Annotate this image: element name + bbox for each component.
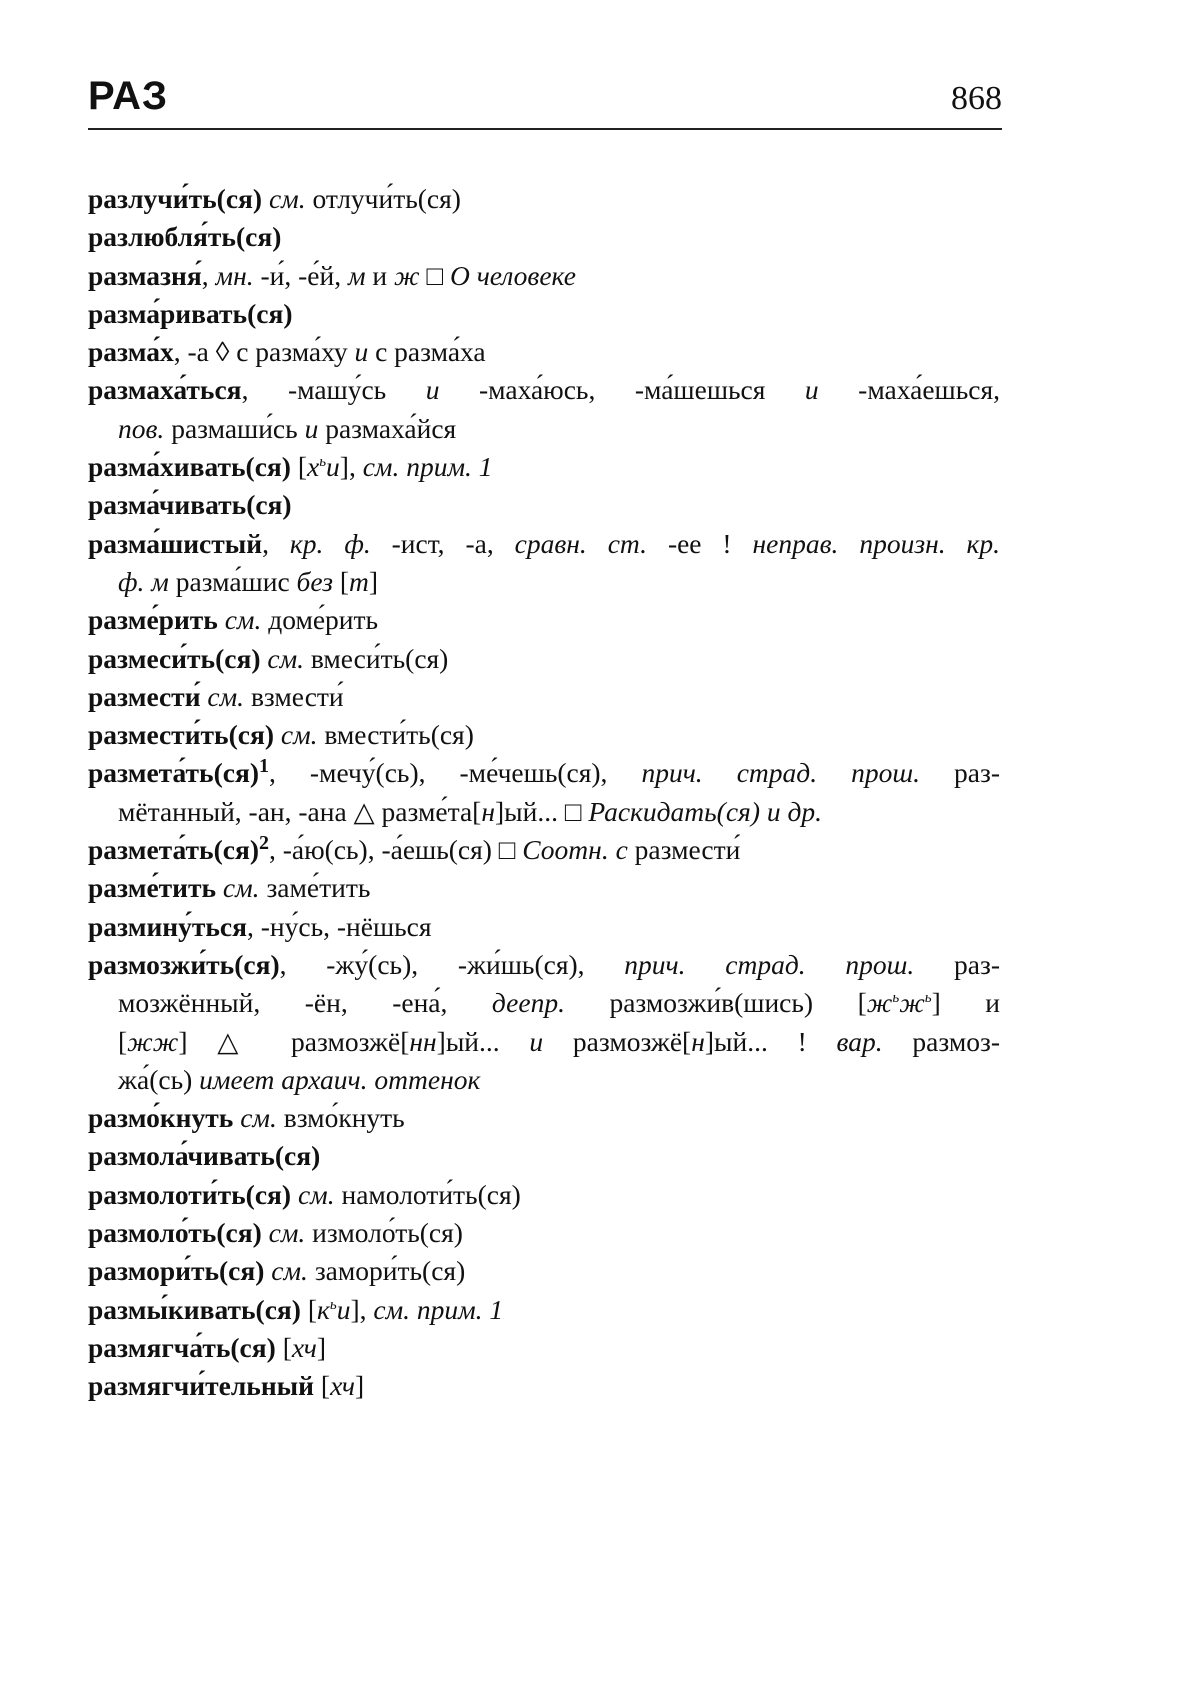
entry-text: -ее ! bbox=[647, 527, 753, 559]
entry-text: мётанный, -ан, -ана △ разме́та[ bbox=[118, 795, 482, 827]
dictionary-entry bbox=[88, 448, 1000, 486]
italic-label: Раскидать(ся) и др. bbox=[588, 795, 823, 827]
running-head-title: РАЗ bbox=[88, 74, 169, 118]
entry-line bbox=[88, 908, 1000, 946]
italic-label: ф. м bbox=[118, 565, 169, 597]
dictionary-entry bbox=[88, 601, 1000, 639]
dictionary-entry bbox=[88, 1291, 1000, 1329]
italic-label: см. bbox=[216, 872, 260, 904]
italic-label: мн. bbox=[215, 259, 254, 291]
entry-line bbox=[88, 946, 1000, 984]
entry-text: ] и bbox=[931, 987, 1001, 1019]
softness-mark: ь bbox=[892, 990, 900, 1007]
entry-line bbox=[88, 448, 1000, 486]
homonym-index: 1 bbox=[258, 755, 269, 778]
entry-text: [ bbox=[332, 565, 349, 597]
entry-text: разма́шис bbox=[168, 565, 297, 597]
entry-continuation-line bbox=[88, 1023, 1000, 1061]
entry-text: с разма́ха bbox=[368, 336, 486, 368]
italic-label: см. bbox=[200, 680, 245, 712]
italic-label: и bbox=[336, 1293, 351, 1325]
entry-line bbox=[88, 371, 1000, 409]
dictionary-entry bbox=[88, 831, 1000, 869]
dictionary-entry bbox=[88, 754, 1000, 831]
entry-text: размоз- bbox=[882, 1025, 1001, 1057]
italic-label: и bbox=[304, 412, 319, 444]
italic-label: хч bbox=[330, 1370, 356, 1402]
dictionary-entry bbox=[88, 486, 1000, 524]
headword: размола́чивать(ся) bbox=[88, 1140, 321, 1172]
italic-label: см. bbox=[274, 719, 318, 751]
entry-text: размести́ bbox=[627, 834, 741, 866]
italic-label: и bbox=[354, 336, 369, 368]
italic-label: ж bbox=[866, 987, 893, 1019]
italic-label: н bbox=[691, 1025, 705, 1057]
page-number: 868 bbox=[951, 80, 1002, 117]
entry-text: отлучи́ть(ся) bbox=[305, 183, 461, 214]
entry-line bbox=[88, 333, 1000, 371]
entry-line bbox=[88, 295, 1000, 333]
homonym-index: 2 bbox=[258, 831, 269, 854]
entry-text: -маха́юсь, -ма́шешься bbox=[439, 374, 805, 406]
headword: размину́ться bbox=[88, 910, 248, 942]
headword: размоло́ть(ся) bbox=[88, 1217, 262, 1249]
entry-line bbox=[88, 601, 1000, 639]
entry-text: , -а́ю(сь), -а́ешь(ся) □ bbox=[268, 834, 523, 866]
entry-text: размаха́йся bbox=[318, 412, 457, 444]
headword: разма́шистый bbox=[88, 527, 263, 559]
entry-text: , -мечу́(сь), -ме́чешь(ся), bbox=[268, 757, 642, 789]
italic-label: см. bbox=[262, 183, 306, 214]
entry-line bbox=[88, 716, 1000, 754]
dictionary-entry bbox=[88, 1137, 1000, 1175]
dictionary-entry bbox=[88, 640, 1000, 678]
entry-text: раз- bbox=[919, 757, 1000, 789]
entry-text: ]ый... bbox=[436, 1025, 530, 1057]
italic-label: и bbox=[529, 1025, 544, 1057]
entry-line bbox=[88, 754, 1000, 792]
headword: разлучи́ть(ся) bbox=[88, 183, 263, 214]
entry-text: размозжё[ bbox=[543, 1025, 692, 1057]
entry-text: -маха́ешься, bbox=[818, 374, 1000, 406]
entry-text: [ bbox=[118, 1025, 128, 1057]
italic-label: см. bbox=[291, 1178, 335, 1210]
entry-text: -и́, -е́й, bbox=[253, 259, 348, 291]
headword: разма́х bbox=[88, 336, 174, 368]
entry-continuation-line bbox=[88, 410, 1000, 448]
dictionary-entry bbox=[88, 371, 1000, 448]
italic-label: пов. bbox=[118, 412, 165, 444]
dictionary-entry bbox=[88, 257, 1000, 295]
headword: размета́ть(ся) bbox=[88, 834, 259, 866]
headword: размо́кнуть bbox=[88, 1102, 234, 1134]
entry-line bbox=[88, 1252, 1000, 1290]
headword: размести́ bbox=[88, 680, 201, 712]
dictionary-entry bbox=[88, 180, 1000, 218]
dictionary-entry bbox=[88, 1329, 1000, 1367]
entry-line bbox=[88, 257, 1000, 295]
entry-line bbox=[88, 525, 1000, 563]
dictionary-entry bbox=[88, 525, 1000, 602]
dictionary-entry bbox=[88, 716, 1000, 754]
italic-label: неправ. произн. кр. bbox=[752, 527, 1001, 559]
headword: размести́ть(ся) bbox=[88, 719, 274, 751]
italic-label: прич. страд. прош. bbox=[641, 757, 920, 789]
entry-text: , -ну́сь, -нёшься bbox=[247, 910, 432, 942]
entry-text: -ист, -а, bbox=[370, 527, 515, 559]
entry-text: , -машу́сь bbox=[241, 374, 426, 406]
entry-text: доме́рить bbox=[261, 604, 379, 636]
entry-continuation-line bbox=[88, 984, 1000, 1022]
entry-text: [ bbox=[314, 1370, 331, 1402]
italic-label: м bbox=[347, 259, 366, 291]
entry-text: вмеси́ть(ся) bbox=[304, 642, 449, 674]
entry-text: измоло́ть(ся) bbox=[305, 1217, 463, 1249]
italic-label: см. bbox=[233, 1102, 277, 1134]
entry-text: [ bbox=[300, 1293, 317, 1325]
dictionary-entry bbox=[88, 295, 1000, 333]
headword: разме́тить bbox=[88, 872, 217, 904]
italic-label: вар. bbox=[836, 1025, 883, 1057]
headword: размягчи́тельный bbox=[88, 1370, 315, 1402]
headword: разма́хивать(ся) bbox=[88, 451, 291, 483]
entry-continuation-line bbox=[88, 793, 1000, 831]
entry-text: жа́(сь) bbox=[118, 1063, 200, 1095]
italic-label: ж bbox=[393, 259, 420, 291]
headword: размаха́ться bbox=[88, 374, 242, 406]
italic-label: см. bbox=[264, 1255, 308, 1287]
dictionary-entry bbox=[88, 1099, 1000, 1137]
entry-text: ], bbox=[350, 1293, 374, 1325]
softness-mark: ь bbox=[924, 990, 932, 1007]
dictionary-entry bbox=[88, 333, 1000, 371]
italic-label: см. прим. 1 bbox=[373, 1293, 504, 1325]
dictionary-entry bbox=[88, 946, 1000, 1099]
entry-text: взмести́ bbox=[244, 680, 344, 712]
entry-line bbox=[88, 1099, 1000, 1137]
headword: разлюбля́ть(ся) bbox=[88, 221, 282, 253]
entry-text: взмо́кнуть bbox=[276, 1102, 405, 1134]
entry-text: раз- bbox=[914, 948, 1000, 980]
headword: размеси́ть(ся) bbox=[88, 642, 261, 674]
italic-label: ж bbox=[899, 987, 925, 1019]
entry-line bbox=[88, 218, 1000, 256]
italic-label: жж bbox=[127, 1025, 179, 1057]
italic-label: см. bbox=[217, 604, 262, 636]
dictionary-entries bbox=[88, 180, 1000, 1406]
italic-label: и bbox=[425, 374, 440, 406]
entry-text: , -жу́(сь), -жи́шь(ся), bbox=[279, 948, 625, 980]
italic-label: деепр. bbox=[491, 987, 565, 1019]
entry-text: , bbox=[201, 259, 216, 291]
softness-mark: ь bbox=[329, 1296, 337, 1313]
entry-text: замори́ть(ся) bbox=[307, 1255, 466, 1287]
headword: размазня́ bbox=[88, 259, 202, 291]
entry-line bbox=[88, 180, 1000, 218]
dictionary-entry bbox=[88, 1176, 1000, 1214]
headword: размягча́ть(ся) bbox=[88, 1331, 276, 1363]
entry-text: размозжи́в(шись) [ bbox=[564, 987, 867, 1019]
dictionary-entry bbox=[88, 678, 1000, 716]
entry-text: ] △ размозжё[ bbox=[178, 1025, 410, 1057]
entry-text: [ bbox=[290, 451, 307, 483]
italic-label: кр. ф. bbox=[289, 527, 371, 559]
italic-label: х bbox=[306, 451, 320, 483]
italic-label: см. прим. 1 bbox=[362, 451, 493, 483]
italic-label: прич. страд. прош. bbox=[624, 948, 915, 980]
entry-text: ]ый... ! bbox=[704, 1025, 837, 1057]
italic-label: см. bbox=[260, 642, 304, 674]
entry-text: вмести́ть(ся) bbox=[317, 719, 474, 751]
italic-label: нн bbox=[409, 1025, 437, 1057]
dictionary-entry bbox=[88, 1367, 1000, 1405]
entry-line bbox=[88, 640, 1000, 678]
entry-text: ] bbox=[368, 565, 379, 597]
headword: размы́кивать(ся) bbox=[88, 1293, 301, 1325]
italic-label: и bbox=[804, 374, 819, 406]
dictionary-entry bbox=[88, 908, 1000, 946]
entry-line bbox=[88, 1329, 1000, 1367]
headword: разма́ривать(ся) bbox=[88, 297, 293, 329]
italic-label: без bbox=[296, 565, 333, 597]
entry-line bbox=[88, 1367, 1000, 1405]
entry-text: ] bbox=[355, 1370, 365, 1402]
headword: разма́чивать(ся) bbox=[88, 489, 292, 521]
italic-label: имеет архаич. оттенок bbox=[199, 1063, 481, 1095]
dictionary-entry bbox=[88, 869, 1000, 907]
entry-text: намолоти́ть(ся) bbox=[334, 1178, 521, 1210]
italic-label: н bbox=[481, 795, 495, 827]
dictionary-entry bbox=[88, 1252, 1000, 1290]
entry-line bbox=[88, 486, 1000, 524]
headword: размета́ть(ся) bbox=[88, 757, 259, 789]
entry-line bbox=[88, 1137, 1000, 1175]
italic-label: Соотн. с bbox=[522, 834, 628, 866]
entry-text: и bbox=[365, 259, 394, 291]
italic-label: к bbox=[316, 1293, 330, 1325]
dictionary-entry bbox=[88, 1214, 1000, 1252]
italic-label: т bbox=[348, 565, 369, 597]
entry-text: мозжённый, -ён, -ена́, bbox=[118, 987, 492, 1019]
italic-label: хч bbox=[291, 1331, 317, 1363]
entry-text: ], bbox=[339, 451, 363, 483]
entry-line bbox=[88, 1176, 1000, 1214]
headword: размозжи́ть(ся) bbox=[88, 948, 280, 980]
entry-continuation-line bbox=[88, 1061, 1000, 1099]
italic-label: см. bbox=[261, 1217, 306, 1249]
entry-text: ]ый... □ bbox=[494, 795, 589, 827]
entry-text: , -а ◊ с разма́ху bbox=[173, 336, 355, 368]
italic-label: и bbox=[326, 451, 340, 483]
softness-mark: ь bbox=[319, 453, 327, 470]
header-rule bbox=[88, 128, 1002, 130]
headword: размолоти́ть(ся) bbox=[88, 1178, 292, 1210]
headword: разме́рить bbox=[88, 604, 218, 636]
entry-text: ] bbox=[316, 1331, 326, 1363]
italic-label: сравн. ст. bbox=[514, 527, 648, 559]
entry-line bbox=[88, 1214, 1000, 1252]
entry-text: □ bbox=[419, 259, 450, 291]
entry-text: [ bbox=[275, 1331, 292, 1363]
entry-text: заме́тить bbox=[259, 872, 371, 904]
entry-line bbox=[88, 1291, 1000, 1329]
entry-line bbox=[88, 869, 1000, 907]
entry-continuation-line bbox=[88, 563, 1000, 601]
entry-line bbox=[88, 831, 1000, 869]
italic-label: О человеке bbox=[449, 259, 576, 291]
entry-text: , bbox=[262, 527, 290, 559]
dictionary-entry bbox=[88, 218, 1000, 256]
headword: размори́ть(ся) bbox=[88, 1255, 265, 1287]
entry-line bbox=[88, 678, 1000, 716]
entry-text: размаши́сь bbox=[164, 412, 305, 444]
